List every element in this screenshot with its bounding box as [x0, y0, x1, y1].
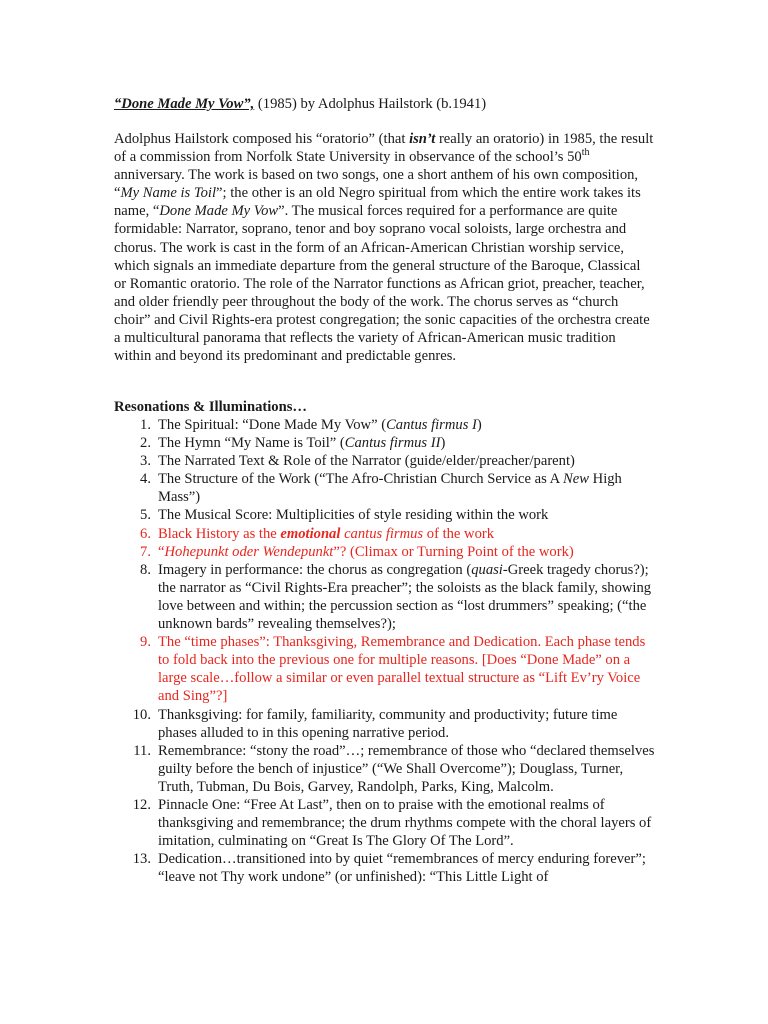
intro-emphasis: isn’t: [409, 131, 436, 147]
intro-text: really an oratorio) in 1985, the result of a commission from Norfolk State University in observance of the school’s 50: [114, 131, 654, 166]
item-text: The Spiritual: “Done Made My Vow” (: [158, 417, 387, 433]
item-number: 2.: [140, 435, 151, 452]
item-number: 12.: [132, 796, 151, 813]
item-number: 13.: [132, 851, 151, 868]
intro-text: ”; the other is an old Negro spiritual from which the entire work takes its name, “: [114, 185, 641, 220]
list-item: [114, 416, 659, 434]
item-text: Thanksgiving: for family, familiarity, community and productivity; future time phases alluded to in this opening narrative period.: [158, 706, 618, 741]
item-text: The Hymn “My Name is Toil” (: [158, 435, 345, 452]
item-text: ): [440, 435, 446, 452]
list-item: [114, 742, 659, 796]
list-item: [114, 850, 659, 886]
list-item: [114, 470, 659, 506]
list-item-highlighted: [114, 525, 659, 543]
intro-superscript: th: [581, 147, 590, 159]
item-number: 4.: [140, 471, 151, 488]
intro-text: Adolphus Hailstork composed his “oratorio” (that: [114, 131, 410, 147]
intro-italic: My Name is Toil: [120, 185, 217, 202]
item-text: Remembrance: “stony the road”…; remembrance of those who “declared themselves guilty before the bench of injustice” (“We Shall Overcome”); Douglass, Turner, Truth, Tubman, Du Bois, Garvey, Randolph, Parks, King, Malcolm.: [158, 742, 655, 795]
item-text: Pinnacle One: “Free At Last”, then on to praise with the emotional realms of thanksgiving and remembrance; the drum rhythms compete with the choral layers of imitation, culminating on “Great Is The Glory Of The Lord”.: [158, 796, 652, 850]
item-number: 7.: [140, 543, 151, 560]
item-italic: New: [563, 471, 589, 488]
item-number: 11.: [133, 742, 151, 759]
intro-italic: Done Made My Vow: [159, 203, 279, 220]
list-item: [114, 506, 659, 524]
item-text: The Structure of the Work (“The Afro-Christian Church Service as A: [158, 471, 564, 488]
item-text: of the work: [423, 525, 495, 542]
item-number: 5.: [140, 507, 151, 524]
item-italic: Hohepunkt oder Wendepunkt: [164, 543, 334, 560]
intro-paragraph: [114, 130, 654, 365]
list-item: [114, 452, 659, 470]
item-text: Dedication…transitioned into by quiet “remembrances of mercy enduring forever”; “leave not Thy work undone” (or unfinished): “This Little Light of: [158, 851, 646, 886]
item-emphasis: emotional: [280, 525, 341, 542]
title-work: “Done Made My Vow”,: [114, 96, 255, 112]
item-text: High Mass”): [158, 471, 622, 506]
item-italic: cantus firmus: [344, 525, 424, 542]
item-text: The “time phases”: Thanksgiving, Remembrance and Dedication. Each phase tends to fold back into the previous one for multiple reasons. [Does “Done Made” on a large scale…follow a similar or even parallel textual structure as “Lift Ev’ry Voice and Sing”?]: [158, 634, 646, 705]
item-italic: Cantus firmus I: [386, 417, 477, 433]
item-text: ): [476, 417, 482, 433]
item-text: The Narrated Text & Role of the Narrator (guide/elder/preacher/parent): [158, 453, 575, 470]
list-item-highlighted: [114, 633, 659, 705]
section-heading: Resonations & Illuminations…: [114, 399, 307, 415]
item-number: 3.: [140, 453, 151, 470]
list-item-highlighted: [114, 543, 659, 561]
item-text: Black History as the: [158, 525, 281, 542]
item-text: ”? (Climax or Turning Point of the work): [333, 543, 574, 560]
item-italic: Cantus firmus II: [344, 435, 441, 452]
item-text: -Greek tragedy chorus?); the narrator as “Civil Rights-Era preacher”; the soloists as the black family, showing love between and within; the percussion section as “lost drummers” speaking; (“the unknown bards” revealing themselves?);: [158, 561, 652, 633]
item-number: 9.: [140, 634, 151, 651]
item-number: 1.: [140, 417, 151, 433]
item-number: 6.: [140, 525, 151, 542]
list-item: [114, 434, 659, 452]
item-number: 8.: [140, 561, 151, 578]
item-text: “: [158, 543, 165, 560]
intro-text: anniversary. The work is based on two songs, one a short anthem of his own composition, “: [114, 167, 639, 202]
item-number: 10.: [132, 706, 151, 723]
intro-text: ”. The musical forces required for a performance are quite formidable: Narrator, soprano, tenor and boy soprano vocal soloists, large orchestra and chorus. The work is cast in the form of an African-American Christian worship service, which signals an immediate departure from the general structure of the Baroque, Classical or Romantic oratorio. The role of the Narrator functions as African griot, preacher, teacher, and older friendly peer throughout the body of the work. The chorus serves as “church choir” and Civil Rights-era protest congregation; the sonic capacities of the orchestra create a multicultural panorama that reflects the variety of African-American music tradition within and beyond its predominant and predictable genres.: [114, 203, 650, 365]
list-item: [114, 706, 659, 742]
list-item: [114, 561, 659, 633]
document-title: [114, 95, 674, 113]
numbered-list: [114, 416, 659, 886]
item-italic: quasi: [471, 561, 503, 578]
item-text: The Musical Score: Multiplicities of style residing within the work: [158, 507, 549, 524]
list-item: [114, 796, 659, 850]
item-text: Imagery in performance: the chorus as congregation (: [158, 561, 472, 578]
title-rest: (1985) by Adolphus Hailstork (b.1941): [254, 96, 487, 112]
